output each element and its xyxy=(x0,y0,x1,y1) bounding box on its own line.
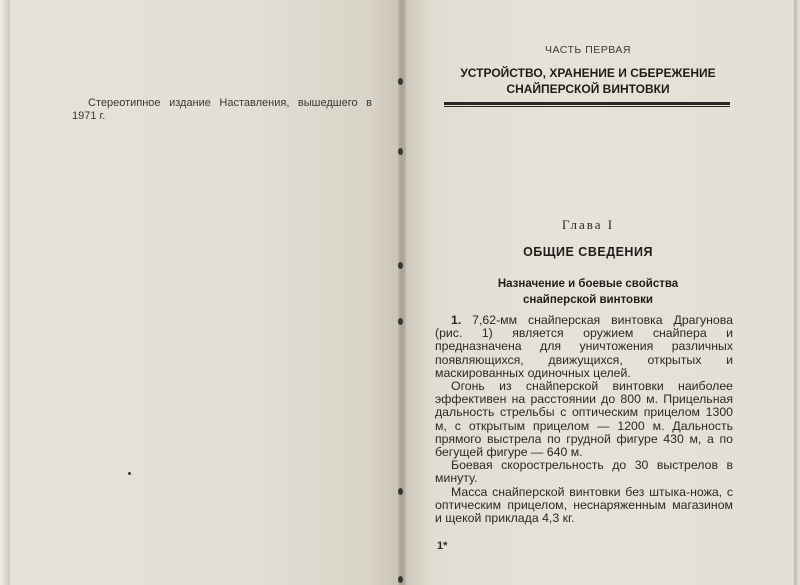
right-page xyxy=(402,0,794,585)
part-label: ЧАСТЬ ПЕРВАЯ xyxy=(544,44,632,56)
imprint-note: Стереотипное издание Наставления, вышедшего в 1971 г. xyxy=(72,97,372,122)
part-title-line-1: УСТРОЙСТВО, ХРАНЕНИЕ И СБЕРЕЖЕНИЕ xyxy=(460,66,716,80)
binding-stitch xyxy=(398,318,403,325)
cover-edge-right xyxy=(794,0,800,585)
paragraph xyxy=(435,314,733,380)
binding-stitch xyxy=(398,262,403,269)
chapter-label: Глава I xyxy=(561,217,615,232)
paragraph: Боевая скорострельность до 30 выстрелов в минуту. xyxy=(435,458,733,486)
binding-stitch xyxy=(398,148,403,155)
paragraph-text: 7,62-мм снайперская винтовка Драгунова (рис. 1) является оружием снайпера и предназначена для уничтожения различных появляющихся, движущихся, открытых и маскированных одиночных целей. xyxy=(435,313,733,380)
part-title-line-2: СНАЙПЕРСКОЙ ВИНТОВКИ xyxy=(506,82,670,96)
body-text xyxy=(435,314,733,525)
left-page xyxy=(10,0,402,585)
section-title-line-2: снайперской винтовки xyxy=(523,294,653,306)
paper-speck xyxy=(128,472,131,475)
chapter-title: ОБЩИЕ СВЕДЕНИЯ xyxy=(523,245,653,259)
binding-stitch xyxy=(398,78,403,85)
cover-edge-left xyxy=(0,0,10,585)
section-title xyxy=(442,276,734,308)
part-title xyxy=(442,65,734,97)
paragraph-number: 1. xyxy=(451,313,462,327)
book-gutter xyxy=(398,0,406,585)
signature-mark: 1* xyxy=(437,540,448,552)
binding-stitch xyxy=(398,576,403,583)
section-title-line-1: Назначение и боевые свойства xyxy=(497,278,679,290)
title-rule-thin xyxy=(444,106,730,107)
binding-stitch xyxy=(398,488,403,495)
paragraph: Масса снайперской винтовки без штыка-ножа, с оптическим прицелом, неснаряженным магазином и щекой приклада 4,3 кг. xyxy=(435,484,733,526)
title-rule-thick xyxy=(444,102,730,105)
paragraph: Огонь из снайперской винтовки наиболее эффективен на расстоянии до 800 м. Прицельная дальность стрельбы с оптическим прицелом 1300 м, с открытым прицелом — 1200 м. Дальность прямого выстрела по грудной фигуре 430 м, а по бегущей фигуре — 640 м. xyxy=(435,379,733,460)
